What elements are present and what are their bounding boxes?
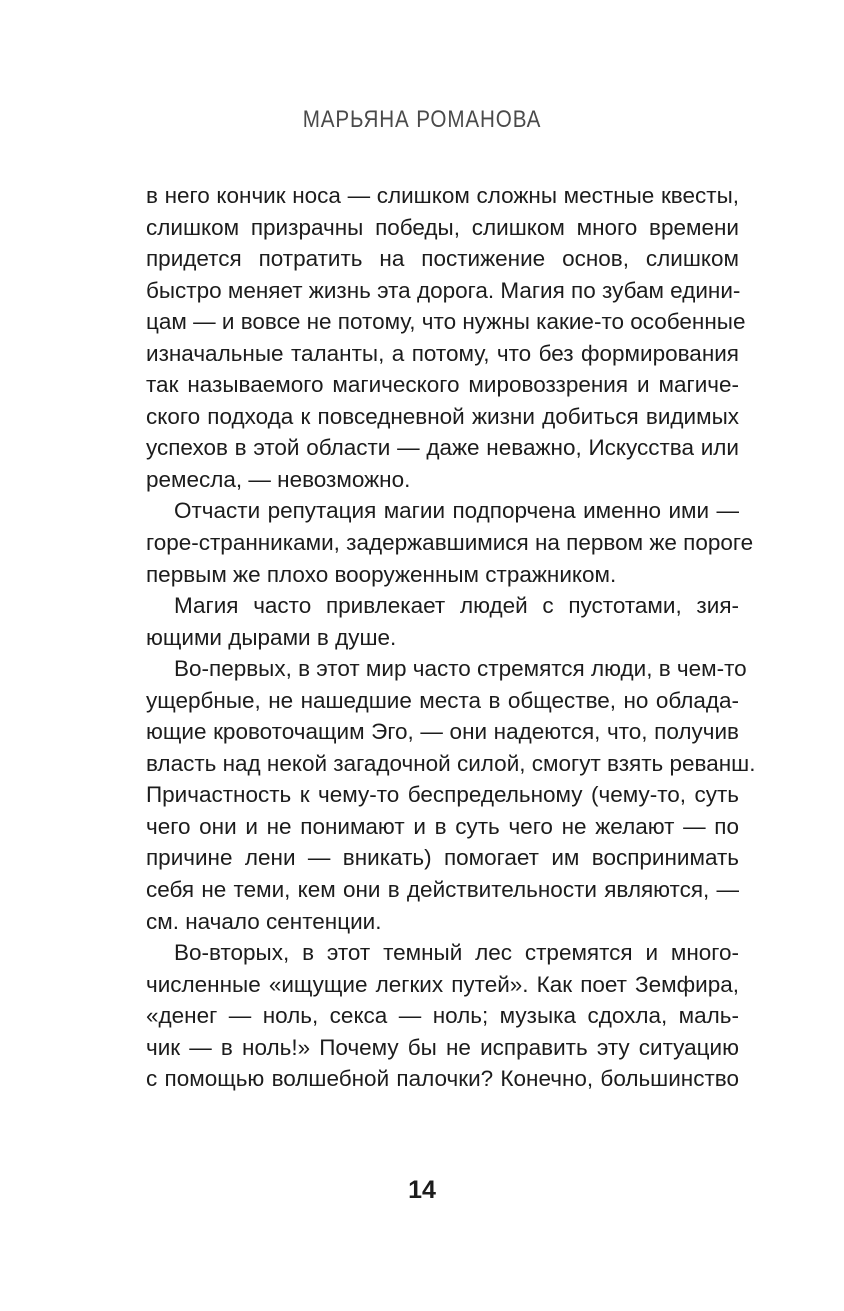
text-line: придется потратить на постижение основ, слишком [146, 246, 739, 272]
text-line: себя не теми, кем они в действительности являются, — [146, 877, 739, 903]
text-line: ущербные, не нашедшие места в обществе, но облада- [146, 687, 739, 713]
text-line: изначальные таланты, а потому, что без формирования [146, 340, 739, 366]
text-line: слишком призрачны победы, слишком много времени [146, 214, 739, 240]
text-line: цам — и вовсе не потому, что нужны какие-то особенные [146, 309, 746, 335]
text-line: Причастность к чему-то беспредельному (чему-то, суть [146, 782, 739, 808]
text-line: численные «ищущие легких путей». Как поет Земфира, [146, 971, 739, 997]
text-line: успехов в этой области — даже неважно, Искусства или [146, 435, 739, 461]
text-line: ющие кровоточащим Эго, — они надеются, что, получив [146, 719, 739, 745]
text-line: чик — в ноль!» Почему бы не исправить эту ситуацию [146, 1034, 739, 1060]
text-line: причине лени — вникать) помогает им воспринимать [146, 845, 739, 871]
text-line: первым же плохо вооруженным стражником. [146, 561, 617, 587]
text-line: с помощью волшебной палочки? Конечно, большинство [146, 1066, 739, 1092]
paragraph-start-line: Во-вторых, в этот темный лес стремятся и много- [174, 940, 739, 966]
paragraph-start-line: Во-первых, в этот мир часто стремятся люди, в чем-то [174, 656, 747, 682]
text-line: см. начало сентенции. [146, 908, 382, 934]
body-text [146, 180, 756, 1095]
text-line: в него кончик носа — слишком сложны местные квесты, [146, 183, 739, 208]
text-line: чего они и не понимают и в суть чего не желают — по [146, 813, 739, 839]
page-number: 14 [408, 1176, 436, 1204]
text-line: «денег — ноль, секса — ноль; музыка сдохла, маль- [146, 1003, 739, 1029]
text-line: так называемого магического мировоззрения и магиче- [146, 372, 739, 398]
running-header: МАРЬЯНА РОМАНОВА [302, 106, 542, 133]
text-line: ющими дырами в душе. [146, 624, 397, 650]
text-line: быстро меняет жизнь эта дорога. Магия по зубам едини- [146, 277, 741, 303]
text-line: власть над некой загадочной силой, смогут взять реванш. [146, 750, 756, 776]
paragraph-start-line: Магия часто привлекает людей с пустотами, зия- [174, 593, 739, 619]
text-line: ского подхода к повседневной жизни добиться видимых [146, 403, 739, 429]
text-line: ремесла, — невозможно. [146, 466, 411, 492]
paragraph-start-line: Отчасти репутация магии подпорчена именно ими — [174, 498, 739, 524]
text-line: горе-странниками, задержавшимися на первом же пороге [146, 530, 754, 556]
